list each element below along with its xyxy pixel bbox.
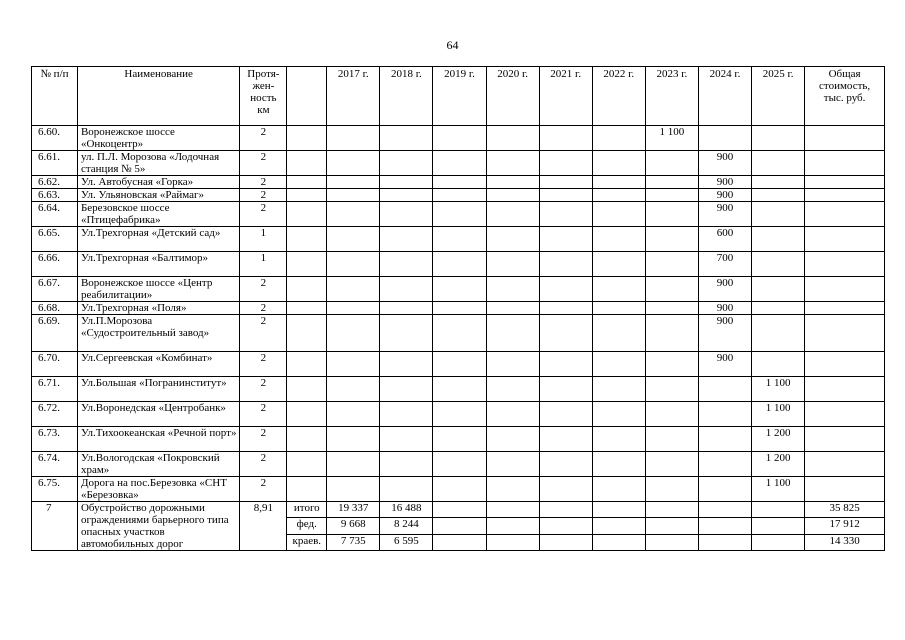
row-blank [287,202,327,227]
year-cell-2018 [380,227,433,252]
header-year: 2020 г. [486,67,539,126]
year-cell-2025 [752,502,805,518]
year-cell-2017 [327,427,380,452]
year-cell-2022 [592,227,645,252]
header-total: Общая стоимость, тыс. руб. [805,67,885,126]
year-cell-2020 [486,151,539,176]
row-name: Ул.Тихоокеанская «Речной порт» [77,427,239,452]
year-cell-2020 [486,534,539,550]
year-cell-2020 [486,176,539,189]
year-cell-2020 [486,315,539,352]
table-row [32,252,885,277]
year-cell-2024: 900 [698,189,751,202]
row-length: 2 [240,302,287,315]
row-number: 6.63. [32,189,78,202]
row-total [805,352,885,377]
year-cell-2024: 900 [698,315,751,352]
year-cell-2017 [327,477,380,502]
year-cell-2022 [592,189,645,202]
row-name: Ул. Автобусная «Горка» [77,176,239,189]
year-cell-2020 [486,502,539,518]
year-cell-2025 [752,534,805,550]
year-cell-2023 [645,176,698,189]
year-cell-2022 [592,252,645,277]
year-cell-2018 [380,252,433,277]
row-name: Ул.Трехгорная «Поля» [77,302,239,315]
year-cell-2023 [645,402,698,427]
year-cell-2020 [486,452,539,477]
table-row [32,477,885,502]
year-cell-2018 [380,176,433,189]
row-name: Ул. Ульяновская «Раймаг» [77,189,239,202]
header-year: 2017 г. [327,67,380,126]
row-length: 2 [240,151,287,176]
funding-source: краев. [287,534,327,550]
header-length: Протя- жен- ность км [240,67,287,126]
year-cell-2020 [486,477,539,502]
row-number: 6.75. [32,477,78,502]
year-cell-2023 [645,202,698,227]
row-number: 6.62. [32,176,78,189]
row-length: 2 [240,176,287,189]
header-num: № п/п [32,67,78,126]
year-cell-2017 [327,302,380,315]
row-total [805,427,885,452]
header-year: 2019 г. [433,67,486,126]
row-total [805,189,885,202]
year-cell-2024: 900 [698,176,751,189]
year-cell-2017 [327,176,380,189]
year-cell-2020 [486,252,539,277]
row-number: 6.66. [32,252,78,277]
row-number: 6.69. [32,315,78,352]
year-cell-2017 [327,377,380,402]
row-total: 35 825 [805,502,885,518]
header-name: Наименование [77,67,239,126]
year-cell-2025 [752,302,805,315]
year-cell-2020 [486,427,539,452]
row-length: 1 [240,227,287,252]
year-cell-2021 [539,189,592,202]
row-length: 2 [240,315,287,352]
year-cell-2024 [698,518,751,534]
row-length: 1 [240,252,287,277]
year-cell-2025 [752,315,805,352]
year-cell-2017 [327,452,380,477]
year-cell-2022 [592,518,645,534]
row-blank [287,189,327,202]
year-cell-2025 [752,277,805,302]
header-year: 2021 г. [539,67,592,126]
year-cell-2025: 1 200 [752,427,805,452]
table-row [32,502,885,518]
row-number: 6.67. [32,277,78,302]
row-number: 6.60. [32,126,78,151]
row-blank [287,477,327,502]
year-cell-2018 [380,302,433,315]
row-length: 2 [240,352,287,377]
row-total: 17 912 [805,518,885,534]
year-cell-2025 [752,189,805,202]
row-total [805,202,885,227]
row-length: 2 [240,277,287,302]
table-row [32,176,885,189]
row-name: Ул.П.Морозова «Судостроительный завод» [77,315,239,352]
row-total [805,452,885,477]
funding-source: итого [287,502,327,518]
row-name: Воронежское шоссе «Центр реабилитации» [77,277,239,302]
row-name: Ул.Трехгорная «Балтимор» [77,252,239,277]
year-cell-2023 [645,518,698,534]
row-blank [287,277,327,302]
year-cell-2021 [539,477,592,502]
year-cell-2023 [645,377,698,402]
row-blank [287,176,327,189]
row-name: ул. П.Л. Морозова «Лодочная станция № 5» [77,151,239,176]
year-cell-2020 [486,518,539,534]
year-cell-2021 [539,534,592,550]
year-cell-2020 [486,277,539,302]
year-cell-2020 [486,377,539,402]
row-total [805,252,885,277]
year-cell-2019 [433,477,486,502]
row-number: 6.65. [32,227,78,252]
year-cell-2020 [486,227,539,252]
year-cell-2023 [645,477,698,502]
year-cell-2019 [433,126,486,151]
year-cell-2017 [327,227,380,252]
row-length: 2 [240,477,287,502]
year-cell-2017: 19 337 [327,502,380,518]
year-cell-2019 [433,277,486,302]
year-cell-2023 [645,427,698,452]
row-name: Ул.Трехгорная «Детский сад» [77,227,239,252]
year-cell-2019 [433,252,486,277]
header-year: 2023 г. [645,67,698,126]
year-cell-2019 [433,402,486,427]
year-cell-2020 [486,352,539,377]
year-cell-2023 [645,227,698,252]
row-length: 8,91 [240,502,287,551]
row-name: Дорога на пос.Березовка «СНТ «Березовка» [77,477,239,502]
year-cell-2021 [539,402,592,427]
year-cell-2021 [539,227,592,252]
year-cell-2019 [433,427,486,452]
year-cell-2019 [433,518,486,534]
year-cell-2022 [592,302,645,315]
year-cell-2025 [752,126,805,151]
row-number: 6.71. [32,377,78,402]
year-cell-2017: 7 735 [327,534,380,550]
row-blank [287,377,327,402]
row-total [805,302,885,315]
year-cell-2022 [592,402,645,427]
budget-table [31,66,885,551]
year-cell-2017 [327,151,380,176]
row-number: 6.73. [32,427,78,452]
table-row [32,352,885,377]
year-cell-2023 [645,302,698,315]
row-number: 6.68. [32,302,78,315]
year-cell-2019 [433,202,486,227]
year-cell-2024: 900 [698,302,751,315]
year-cell-2021 [539,315,592,352]
year-cell-2021 [539,377,592,402]
year-cell-2017 [327,315,380,352]
year-cell-2025 [752,151,805,176]
year-cell-2018 [380,151,433,176]
year-cell-2018 [380,126,433,151]
year-cell-2020 [486,302,539,315]
year-cell-2018 [380,352,433,377]
year-cell-2020 [486,202,539,227]
row-total [805,176,885,189]
year-cell-2017 [327,202,380,227]
year-cell-2018: 16 488 [380,502,433,518]
year-cell-2024 [698,452,751,477]
year-cell-2021 [539,126,592,151]
year-cell-2017 [327,252,380,277]
row-total [805,315,885,352]
header-year: 2025 г. [752,67,805,126]
table-row [32,452,885,477]
page-number: 64 [446,38,459,52]
year-cell-2022 [592,534,645,550]
table-row [32,126,885,151]
year-cell-2018 [380,402,433,427]
year-cell-2017 [327,126,380,151]
year-cell-2024: 900 [698,277,751,302]
year-cell-2018 [380,452,433,477]
table-row [32,227,885,252]
table-row [32,202,885,227]
row-name: Ул.Большая «Погранинститут» [77,377,239,402]
row-number: 6.64. [32,202,78,227]
year-cell-2022 [592,477,645,502]
row-name: Воронежское шоссе «Онкоцентр» [77,126,239,151]
year-cell-2022 [592,377,645,402]
year-cell-2022 [592,277,645,302]
header-year: 2022 г. [592,67,645,126]
row-blank [287,402,327,427]
table-row [32,427,885,452]
year-cell-2021 [539,202,592,227]
row-length: 2 [240,202,287,227]
row-total [805,151,885,176]
year-cell-2025: 1 100 [752,402,805,427]
year-cell-2019 [433,534,486,550]
year-cell-2022 [592,151,645,176]
year-cell-2022 [592,315,645,352]
year-cell-2025 [752,518,805,534]
row-blank [287,252,327,277]
year-cell-2025: 1 100 [752,377,805,402]
row-total [805,377,885,402]
header-year: 2024 г. [698,67,751,126]
year-cell-2025 [752,227,805,252]
table-row [32,189,885,202]
year-cell-2024 [698,402,751,427]
row-number: 6.72. [32,402,78,427]
year-cell-2019 [433,352,486,377]
row-total [805,477,885,502]
row-number: 6.74. [32,452,78,477]
year-cell-2024 [698,427,751,452]
row-blank [287,302,327,315]
table-row [32,151,885,176]
year-cell-2019 [433,227,486,252]
table-row [32,302,885,315]
year-cell-2024: 700 [698,252,751,277]
row-total: 14 330 [805,534,885,550]
year-cell-2023 [645,277,698,302]
year-cell-2018 [380,427,433,452]
year-cell-2020 [486,402,539,427]
table-row [32,315,885,352]
year-cell-2018 [380,477,433,502]
year-cell-2021 [539,151,592,176]
year-cell-2017 [327,189,380,202]
row-total [805,402,885,427]
year-cell-2024: 600 [698,227,751,252]
row-number: 6.61. [32,151,78,176]
year-cell-2019 [433,377,486,402]
row-blank [287,452,327,477]
year-cell-2018 [380,315,433,352]
row-blank [287,227,327,252]
year-cell-2021 [539,252,592,277]
year-cell-2018: 6 595 [380,534,433,550]
year-cell-2019 [433,302,486,315]
year-cell-2023 [645,352,698,377]
table-row [32,277,885,302]
year-cell-2017 [327,402,380,427]
table-row [32,377,885,402]
year-cell-2018 [380,277,433,302]
year-cell-2025: 1 100 [752,477,805,502]
year-cell-2024 [698,377,751,402]
year-cell-2019 [433,151,486,176]
year-cell-2017 [327,352,380,377]
row-blank [287,151,327,176]
year-cell-2017 [327,277,380,302]
year-cell-2024: 900 [698,202,751,227]
row-total [805,277,885,302]
header-blank [287,67,327,126]
year-cell-2018 [380,377,433,402]
year-cell-2024 [698,534,751,550]
year-cell-2020 [486,126,539,151]
year-cell-2022 [592,427,645,452]
row-length: 2 [240,189,287,202]
header-row [32,67,885,126]
funding-source: фед. [287,518,327,534]
year-cell-2019 [433,315,486,352]
row-length: 2 [240,402,287,427]
year-cell-2025: 1 200 [752,452,805,477]
year-cell-2018 [380,189,433,202]
year-cell-2018: 8 244 [380,518,433,534]
year-cell-2019 [433,452,486,477]
year-cell-2019 [433,176,486,189]
year-cell-2021 [539,352,592,377]
row-blank [287,427,327,452]
year-cell-2024: 900 [698,352,751,377]
row-number: 7 [32,502,78,551]
table-row [32,402,885,427]
year-cell-2025 [752,352,805,377]
year-cell-2022 [592,126,645,151]
year-cell-2023 [645,502,698,518]
row-blank [287,315,327,352]
year-cell-2020 [486,189,539,202]
row-name: Ул.Воронедская «Центробанк» [77,402,239,427]
year-cell-2021 [539,452,592,477]
row-total [805,126,885,151]
year-cell-2023 [645,252,698,277]
row-name: Ул.Сергеевская «Комбинат» [77,352,239,377]
year-cell-2023: 1 100 [645,126,698,151]
year-cell-2025 [752,176,805,189]
year-cell-2023 [645,534,698,550]
row-number: 6.70. [32,352,78,377]
row-blank [287,352,327,377]
row-name: Ул.Вологодская «Покровский храм» [77,452,239,477]
year-cell-2023 [645,151,698,176]
row-name: Березовское шоссе «Птицефабрика» [77,202,239,227]
year-cell-2025 [752,252,805,277]
year-cell-2024: 900 [698,151,751,176]
year-cell-2022 [592,202,645,227]
row-length: 2 [240,126,287,151]
row-blank [287,126,327,151]
year-cell-2023 [645,452,698,477]
year-cell-2024 [698,477,751,502]
year-cell-2024 [698,126,751,151]
year-cell-2022 [592,452,645,477]
year-cell-2019 [433,189,486,202]
row-name: Обустройство дорожными ограждениями барьерного типа опасных участков автомобильных дорог [77,502,239,551]
year-cell-2023 [645,189,698,202]
row-length: 2 [240,427,287,452]
year-cell-2022 [592,502,645,518]
row-length: 2 [240,452,287,477]
year-cell-2021 [539,427,592,452]
year-cell-2021 [539,277,592,302]
year-cell-2018 [380,202,433,227]
year-cell-2019 [433,502,486,518]
row-total [805,227,885,252]
header-year: 2018 г. [380,67,433,126]
year-cell-2025 [752,202,805,227]
year-cell-2022 [592,352,645,377]
row-length: 2 [240,377,287,402]
year-cell-2022 [592,176,645,189]
year-cell-2021 [539,302,592,315]
year-cell-2023 [645,315,698,352]
year-cell-2017: 9 668 [327,518,380,534]
year-cell-2021 [539,502,592,518]
year-cell-2021 [539,176,592,189]
year-cell-2024 [698,502,751,518]
year-cell-2021 [539,518,592,534]
